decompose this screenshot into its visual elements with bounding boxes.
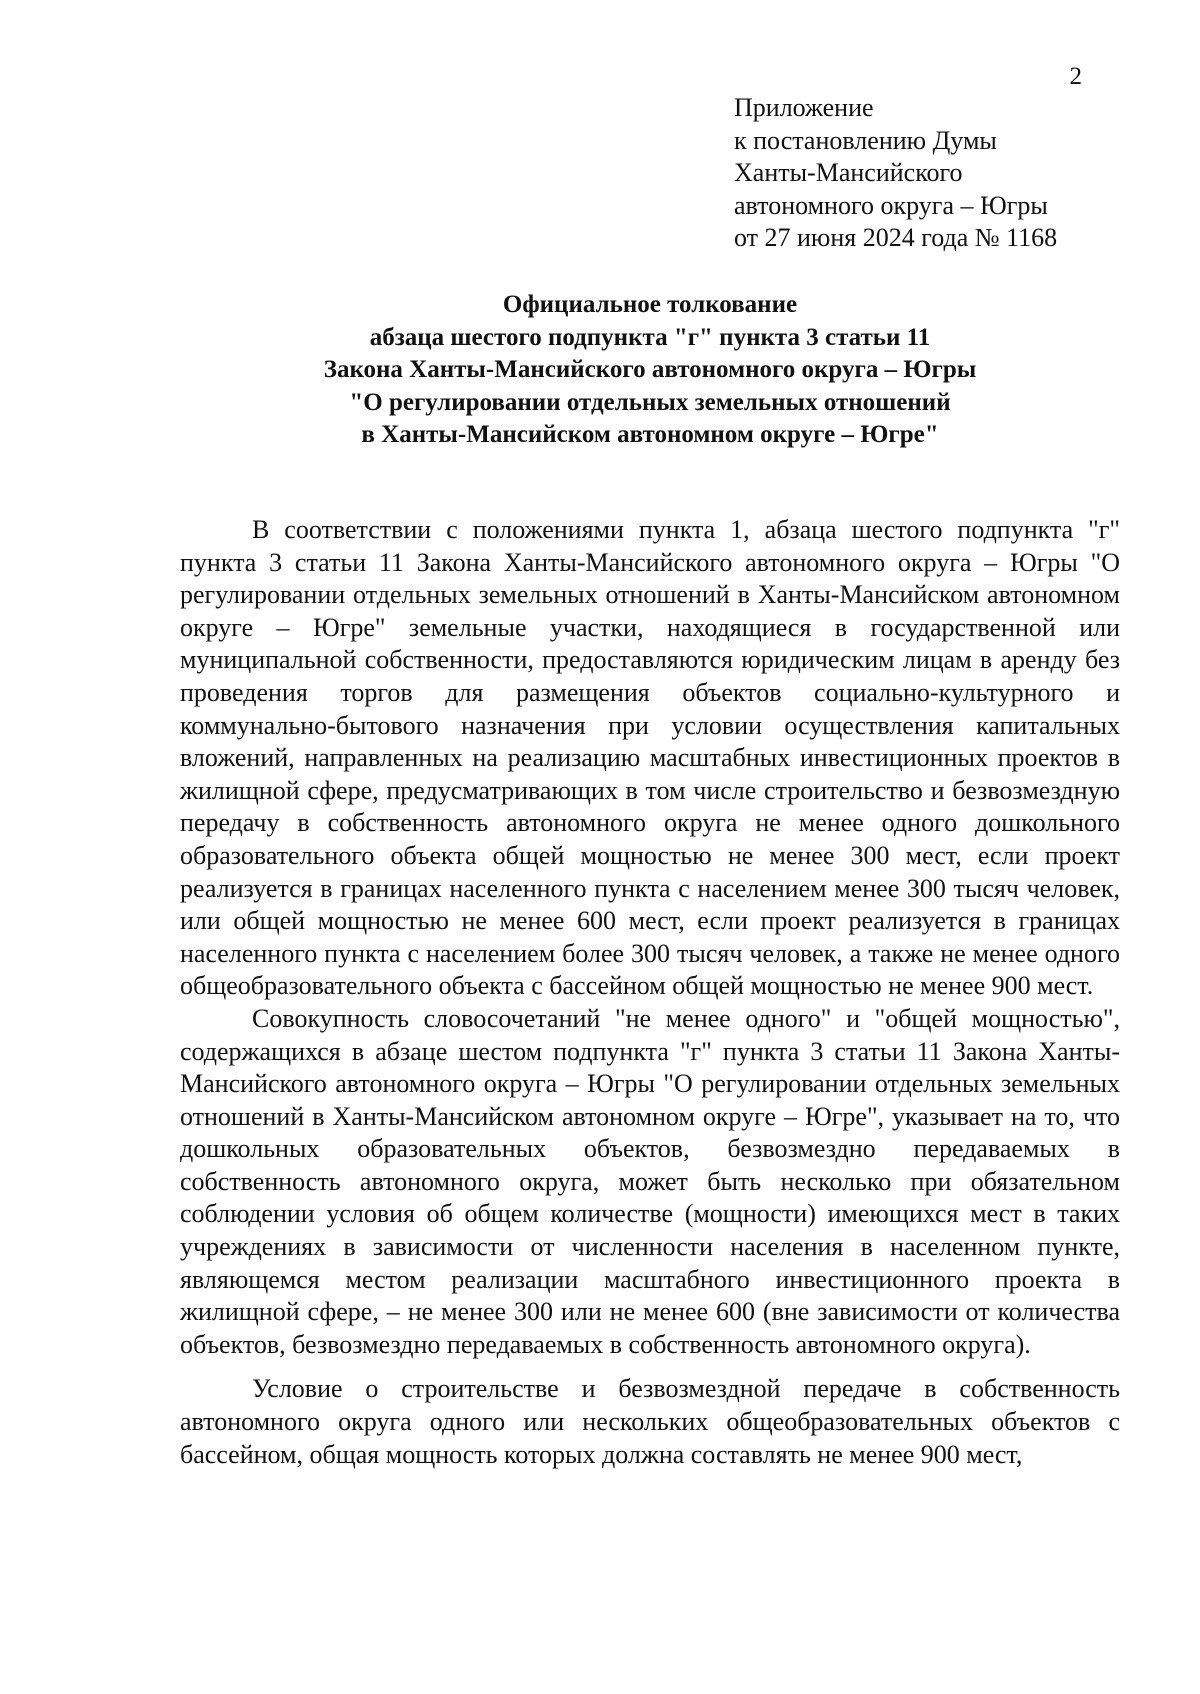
appendix-line: к постановлению Думы [734, 125, 997, 155]
title-line: в Ханты-Мансийском автономном округе – Югре" [361, 421, 939, 448]
body-paragraph: Совокупность словосочетаний "не менее одного" и "общей мощностью", содержащихся в абзаце шестом подпункта "г" пункта 3 статьи 11 Закона Ханты-Мансийского автономного округа – Югры "О регулировании отдельных земельных отношений в Ханты-Мансийском автономном округе – Югре", указывает на то, что дошкольных образовательных объектов, безвозмездно передаваемых в собственность автономного округа, может быть несколько при обязательном соблюдении условия об общем количестве (мощности) имеющихся мест в таких учреждениях в зависимости от численности населения в населенном пункте, являющемся местом реализации масштабного инвестиционного проекта в жилищной сфере, – не менее 300 или не менее 600 (вне зависимости от количества объектов, безвозмездно передаваемых в собственность автономного округа). [180, 1003, 1120, 1359]
body-paragraph: Условие о строительстве и безвозмездной передаче в собственность автономного округа одного или нескольких общеобразовательных объектов с бассейном, общая мощность которых должна составлять не менее 900 мест, [180, 1374, 1120, 1469]
page-number: 2 [1069, 63, 1082, 90]
title-line: Закона Ханты-Мансийского автономного округа – Югры [323, 356, 977, 383]
body-paragraph: В соответствии с положениями пункта 1, абзаца шестого подпункта "г" пункта 3 статьи 11 Закона Ханты-Мансийского автономного округа – Югры "О регулировании отдельных земельных отношений в Ханты-Мансийском автономном округе – Югре" земельные участки, находящиеся в государственной или муниципальной собственности, предоставляются юридическим лицам в аренду без проведения торгов для размещения объектов социально-культурного и коммунально-бытового назначения при условии осуществления капитальных вложений, направленных на реализацию масштабных инвестиционных проектов в жилищной сфере, предусматривающих в том числе строительство и безвозмездную передачу в собственность автономного округа не менее одного дошкольного образовательного объекта общей мощностью не менее 300 мест, если проект реализуется в границах населенного пункта с населением менее 300 тысяч человек, или общей мощностью не менее 600 мест, если проект реализуется в границах населенного пункта с населением более 300 тысяч человек, а также не менее одного общеобразовательного объекта с бассейном общей мощностью не менее 900 мест. [180, 515, 1120, 1001]
appendix-block [734, 92, 1057, 255]
document-body [180, 514, 1120, 1471]
appendix-line: Ханты-Мансийского [734, 158, 963, 187]
title-line: Официальное толкование [502, 291, 798, 318]
title-line: абзаца шестого подпункта "г" пункта 3 статьи 11 [369, 323, 931, 351]
appendix-line: Приложение [734, 93, 874, 122]
document-title [180, 289, 1120, 452]
appendix-line: автономного округа – Югры [734, 190, 1048, 220]
appendix-line: от 27 июня 2024 года № 1168 [734, 223, 1058, 252]
title-line: "О регулировании отдельных земельных отношений [349, 388, 951, 416]
